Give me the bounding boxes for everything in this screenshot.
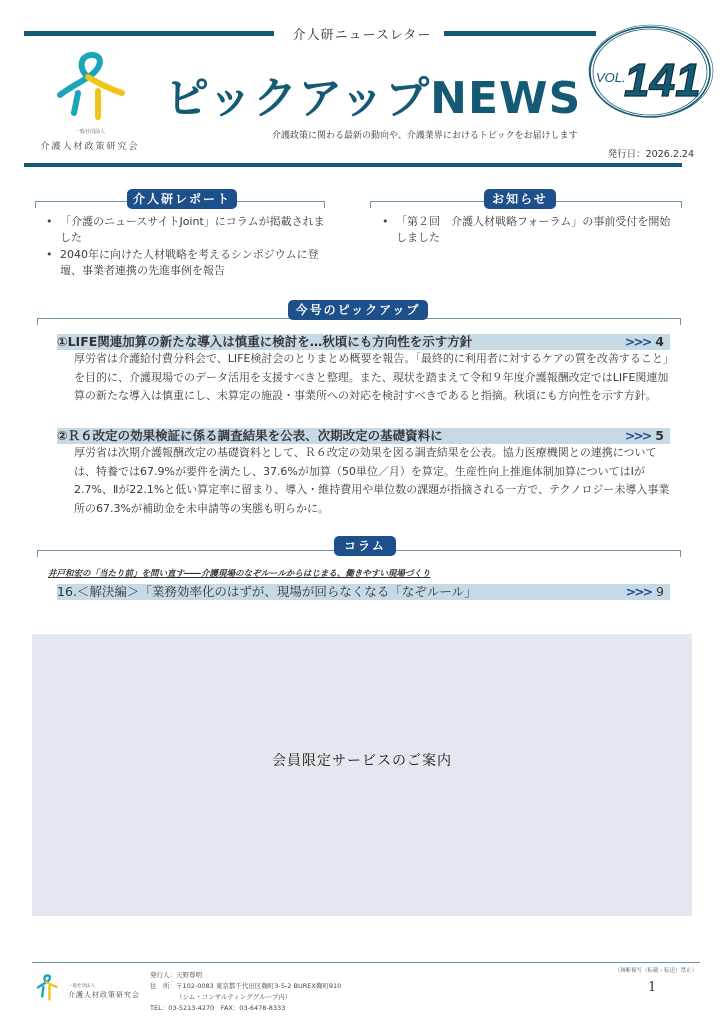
article-2-title[interactable]: ②Ｒ６改定の効果検証に係る調査結果を公表、次期改定の基礎資料に — [57, 428, 443, 443]
article-1-body: 厚労省は介護給付費分科会で、LIFE検討会のとりまとめ概要を報告。「最終的に利用者に対するケアの質を改善すること」を目的に、介護現場でのデータ活用を支援すべきと整理。また、現状を踏まえて令和９年度介護報酬改定ではLIFE関連加算の新たな導入は慎重にし、未算定の施設・事業所への対応を検討すべきであると指摘。秋頃にも方向性を示す方針。 — [74, 352, 674, 402]
page-title: ピックアップNEWS — [165, 73, 582, 124]
column-section-label: コラム — [334, 536, 396, 556]
arrow-icon: >>> — [625, 584, 652, 599]
newsletter-name: 介人研ニュースレター — [292, 28, 432, 43]
column-series-title: 井戸和宏の「当たり前」を問い直す――介護現場のなぞルールからはじまる、働きやすい現場づくり — [48, 569, 431, 579]
org-type: 一般社団法人 — [74, 129, 105, 135]
member-services-label: 会員限定サービスのご案内 — [272, 753, 452, 769]
report-list — [40, 214, 330, 280]
notice-list — [376, 214, 676, 247]
report-item[interactable]: • 「介護のニュースサイトJoint」にコラムが掲載されました — [40, 214, 330, 246]
article-1-header[interactable] — [57, 334, 670, 350]
tagline: 介護政策に関わる最新の動向や、介護業界におけるトピックをお届けします — [272, 131, 578, 141]
article-2-page: 5 — [655, 428, 664, 443]
notice-section-label: お知らせ — [484, 189, 556, 209]
notice-item[interactable]: • 「第２回 介護人材戦略フォーラム」の事前受付を開始しました — [376, 214, 676, 246]
org-name: 介護人材政策研究会 — [40, 142, 140, 152]
footer-address: 住 所：〒102-0083 東京都千代田区麹町3-5-2 BUREX麹町910 — [150, 982, 342, 990]
footer-org-name: 介護人材政策研究会 — [68, 991, 140, 999]
article-2-page-link[interactable] — [625, 428, 664, 444]
column-page: 9 — [656, 584, 664, 599]
footer-logo-icon — [32, 972, 62, 1006]
article-1-page-link[interactable] — [625, 334, 664, 350]
column-title[interactable]: 16.＜解決編＞「業務効率化のはずが、現場が回らなくなる「なぞルール」 — [57, 584, 477, 599]
report-item[interactable]: • 2040年に向けた人材戦略を考えるシンポジウムに登壇、事業者連携の先進事例を報告 — [40, 247, 330, 279]
volume-number: 141 — [624, 54, 701, 106]
header-bottom-rule — [24, 163, 682, 167]
article-1-title[interactable]: ①LIFE関連加算の新たな導入は慎重に検討を…秋頃にも方向性を示す方針 — [57, 334, 473, 349]
column-page-link[interactable] — [626, 584, 664, 600]
footer-org-type: 一般社団法人 — [68, 984, 95, 989]
pickup-section-label: 今号のピックアップ — [288, 300, 428, 320]
footer-phone-fax: TEL：03-5213-4270 FAX：03-6478-8333 — [150, 1004, 286, 1012]
issue-date: 発行日：2026.2.24 — [607, 149, 694, 160]
member-services-box[interactable] — [32, 634, 692, 916]
header-top-rule-left — [24, 31, 274, 36]
footer-contact-info — [150, 970, 341, 1014]
footer-publisher: 発行人：天野尊明 — [150, 971, 202, 979]
volume-prefix: VOL. — [596, 70, 626, 85]
page-number: 1 — [648, 980, 657, 995]
copyright-notice: （無断複写（転載・転送）禁止） — [614, 968, 697, 974]
header-top-rule-right — [444, 31, 596, 36]
report-section-label: 介人研レポート — [127, 189, 237, 209]
footer-address-note: （シム・コンサルティンググループ内） — [176, 993, 292, 1001]
column-header[interactable] — [57, 584, 670, 600]
article-2-body: 厚労省は次期介護報酬改定の基礎資料として、Ｒ６改定の効果を図る調査結果を公表。協力医療機関との連携については、特養では67.9%が要件を満たし、37.6%が加算（50単位／月）を算定。生産性向上推進体制加算についてはⅠが2.7%、Ⅱが22.1%と低い算定率に留まり、導入・維持費用や単位数の課題が指摘される一方で、テクノロジー未導入事業所の67.3%が補助金を未申請等の実態も明らかに。 — [74, 446, 670, 515]
volume-badge-icon — [586, 24, 714, 120]
arrow-icon: >>> — [624, 428, 651, 443]
arrow-icon: >>> — [624, 334, 651, 349]
footer-rule — [32, 962, 700, 963]
article-2-header[interactable] — [57, 428, 670, 444]
article-1-page: 4 — [655, 334, 664, 349]
